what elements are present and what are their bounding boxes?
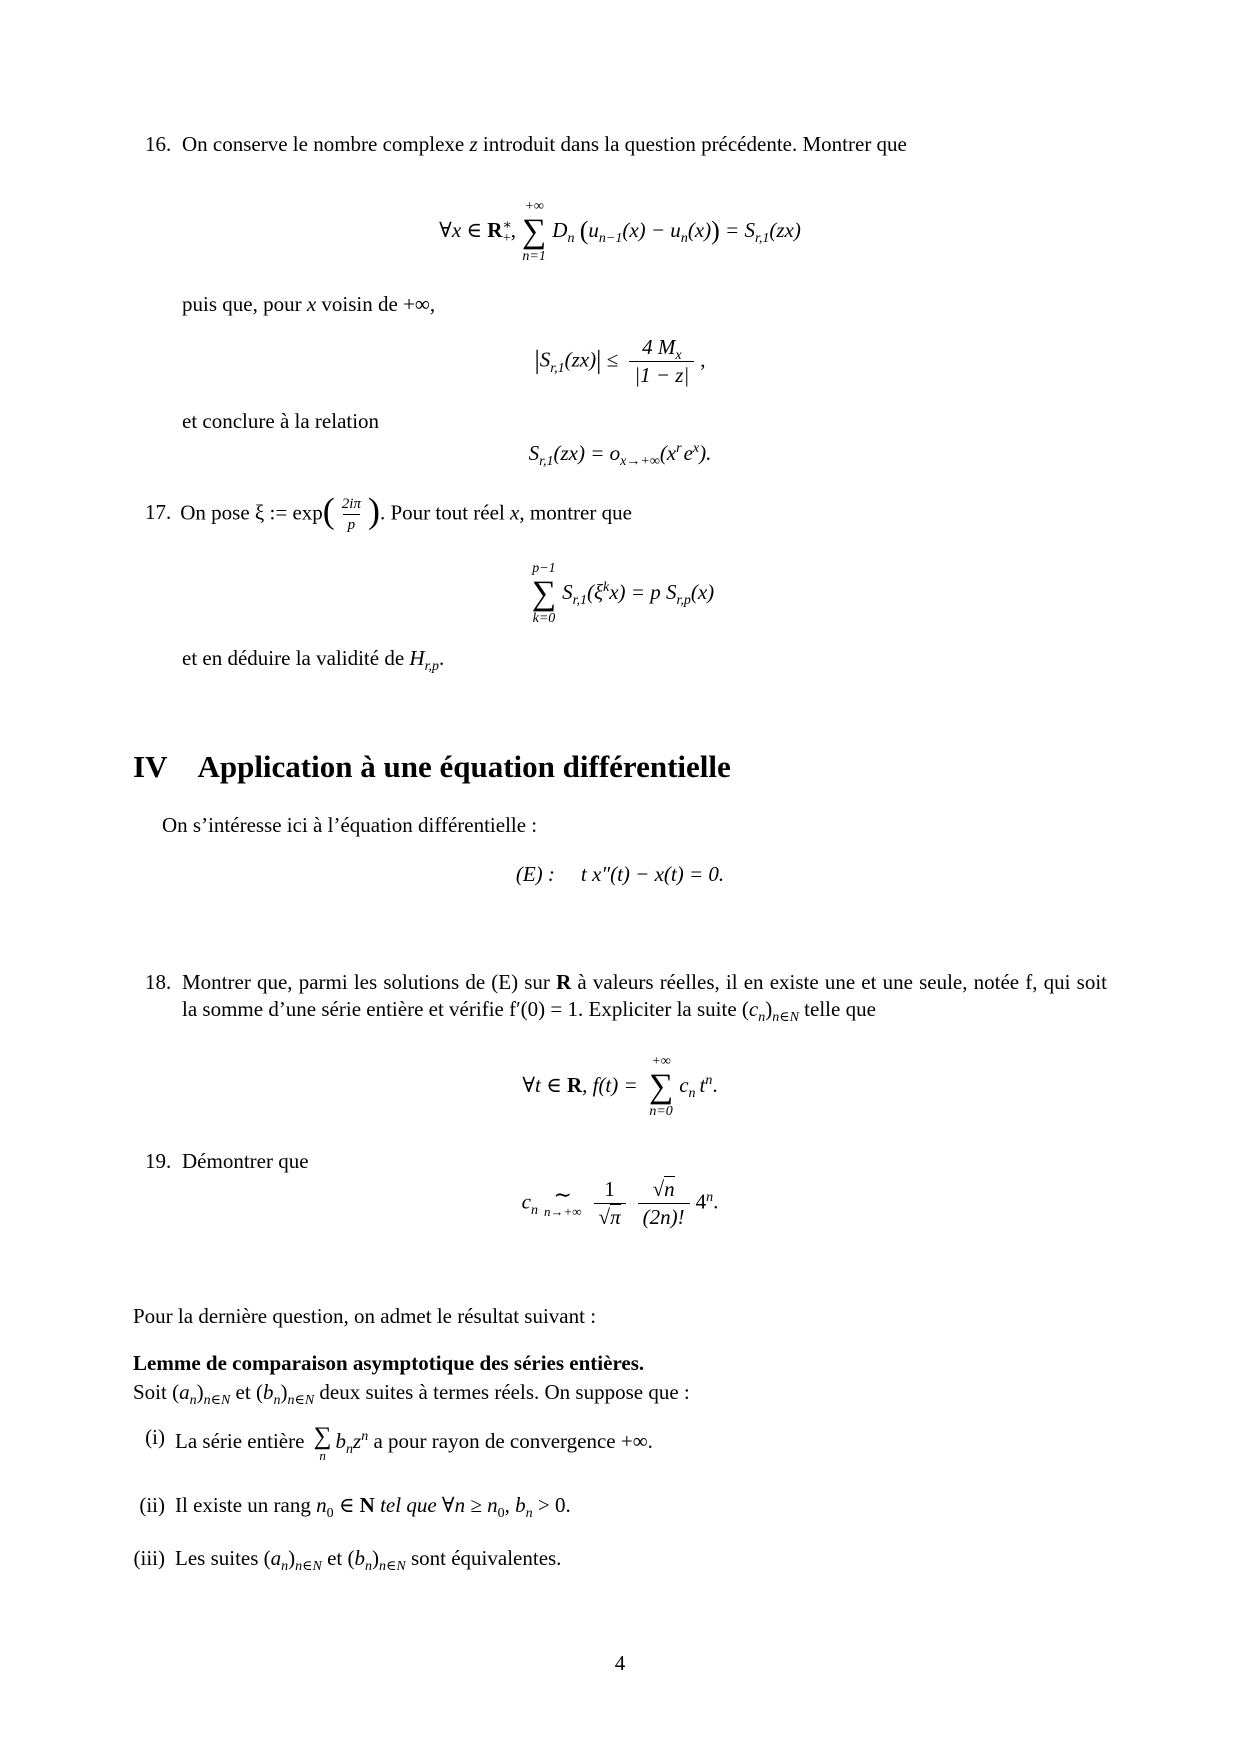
lem-iii-a1-sub: n — [281, 1559, 289, 1574]
f3-d: ). — [699, 441, 712, 465]
lem-iii-c1: b — [354, 1546, 366, 1570]
lem-ii-e: b — [515, 1493, 526, 1517]
lem-ii-c-sub: 0 — [497, 1506, 505, 1521]
f3-S-sub: r,1 — [539, 454, 554, 469]
f8-R-bold: R — [566, 1072, 583, 1097]
f2-comma: , — [700, 347, 706, 372]
q18-e: telle que — [798, 997, 876, 1021]
q18-d-sub: n∈N — [772, 1010, 799, 1025]
question-16-number: 16. — [145, 132, 172, 156]
f9-c: c — [521, 1189, 531, 1214]
lemma-title: Lemme de comparaison asymptotique des séries entières. — [133, 1351, 645, 1375]
f9-f1-den — [594, 1203, 626, 1231]
q16-continuation-2: et conclure à la relation — [182, 409, 380, 433]
section-title: Application à une équation différentielle — [197, 749, 731, 784]
lem-ii-f: > 0. — [532, 1493, 571, 1517]
q18-c: c — [748, 997, 759, 1021]
f8-sum-lower: n=0 — [649, 1104, 673, 1120]
q16-continuation-1 — [182, 291, 435, 318]
f8-t: t — [699, 1072, 706, 1097]
f1-D: D — [552, 217, 568, 242]
lemma-intro-c1-sub: n — [273, 1393, 281, 1408]
f9-sim-limit: n→+∞ — [543, 1204, 582, 1220]
equation-E — [133, 862, 1107, 887]
f9-fraction-2 — [638, 1176, 690, 1231]
lem-i-b-sub: n — [346, 1441, 353, 1457]
f9-fraction-1 — [594, 1176, 626, 1231]
q16-text-a: On conserve le nombre complexe — [182, 132, 470, 156]
lemma-item-i-label: (i) — [145, 1425, 165, 1449]
lemma-intro-e: deux suites à termes réels. On suppose que : — [314, 1380, 690, 1404]
lem-i-c-sup: n — [361, 1428, 369, 1444]
lemma-item-ii-text — [175, 1492, 1107, 1522]
f1-right-paren: ) — [711, 215, 720, 245]
f1-R-bold: R — [487, 217, 503, 242]
lem-iii-a1: a — [270, 1546, 282, 1570]
q18-R-bold: R — [556, 970, 572, 994]
q17-text-b1: . Pour tout réel — [379, 500, 511, 525]
f9-f2-den: (2n)! — [638, 1203, 690, 1231]
equation-roots-of-unity-sum — [133, 561, 1107, 627]
f1-forall: ∀x ∈ — [439, 217, 488, 242]
f1-left-paren: ( — [579, 215, 589, 245]
lem-i-d: a pour rayon de convergence +∞. — [368, 1428, 653, 1453]
lemma-intro-b-sub: n∈N — [203, 1393, 231, 1408]
f1-u2-sub: n — [680, 230, 688, 246]
f5-b: x) = p S — [609, 579, 677, 604]
f8-t-sup: n — [705, 1072, 713, 1088]
f3-S: S — [528, 441, 540, 465]
q17-end-a: et en déduire la validité de — [182, 646, 410, 670]
q17-text-b2: , montrer que — [519, 500, 632, 525]
q17-right-paren: ) — [367, 490, 380, 531]
f5-sum-upper: p−1 — [532, 561, 556, 576]
lem-iii-d-sub: n∈N — [379, 1559, 406, 1574]
sqrt-icon: √ — [652, 1177, 665, 1201]
f9-dot: . — [713, 1189, 719, 1214]
q17-exp-fraction — [337, 494, 366, 535]
lem-i-a: La série entière — [175, 1428, 310, 1453]
f8-sum-operator — [649, 1054, 673, 1120]
section-heading — [133, 750, 731, 784]
f2-num: 4 M — [642, 335, 676, 359]
q17-left-paren: ( — [322, 490, 335, 531]
f2-numerator — [637, 334, 686, 361]
f1-S-sub: r,1 — [754, 230, 770, 246]
lemma-intro-c1: b — [262, 1380, 274, 1404]
lemma-intro-d-sub: n∈N — [287, 1393, 315, 1408]
equation-bound — [133, 334, 1107, 389]
lemma-item-ii-label: (ii) — [139, 1493, 165, 1517]
lem-ii-d: , — [504, 1493, 516, 1517]
q17-text-a: On pose ξ := exp — [180, 500, 323, 525]
lem-iii-c: et ( — [321, 1546, 355, 1570]
lem-i-b: b — [335, 1428, 346, 1453]
f9-f1-den-pi: π — [610, 1205, 621, 1230]
f9-f1-num: 1 — [604, 1177, 615, 1201]
sigma-icon: ∑ — [648, 1068, 674, 1106]
f9-pow-sup: n — [706, 1189, 714, 1205]
q18-text-b: à valeurs réelles, il en existe une et une seule, notée f, qui soit la somme d’une série entière et vérifie f′(0) = 1. Expliciter la suite ( — [182, 970, 1108, 1021]
lem-iii-c1-sub: n — [365, 1559, 373, 1574]
lemma-intro-d: ) — [280, 1380, 288, 1404]
page-number: 4 — [614, 1651, 626, 1675]
equation-power-series — [133, 1054, 1107, 1120]
lem-iii-a: Les suites ( — [175, 1546, 271, 1570]
f5-S-sub: r,1 — [572, 592, 587, 608]
f2-fraction — [629, 334, 694, 389]
puis-b: voisin de +∞, — [316, 292, 436, 316]
f2-leq: ≤ — [601, 347, 624, 372]
equation-series-sum — [133, 199, 1107, 265]
lem-iii-b-sub: n∈N — [295, 1559, 322, 1574]
f1-u1-sub: n−1 — [598, 230, 623, 246]
f2-bar-left: | — [534, 345, 540, 375]
q18-text-a: Montrer que, parmi les solutions de (E) sur — [182, 970, 557, 994]
lem-ii-N-bold: N — [359, 1493, 375, 1517]
f1-arg: (zx) — [769, 217, 801, 242]
sqrt-icon: √ — [598, 1205, 611, 1230]
q16-text-b: introduit dans la question précédente. Montrer que — [477, 132, 907, 156]
lem-ii-b: ∈ — [333, 1493, 360, 1517]
f1-comma: , — [510, 217, 517, 242]
f2-denominator: |1 − z| — [629, 361, 694, 389]
f3-o-sub: x→+∞ — [620, 454, 660, 469]
f5-sum-lower: k=0 — [532, 611, 556, 627]
f1-R-sup: ∗ — [502, 217, 512, 233]
puis-x: x — [306, 292, 317, 316]
sigma-icon: ∑ — [522, 213, 547, 251]
f1-R-sub: + — [502, 230, 511, 246]
f9-sim-operator — [543, 1182, 582, 1220]
question-17-number: 17. — [145, 500, 172, 525]
f7-expression: t x″(t) − x(t) = 0. — [580, 862, 725, 886]
question-18-text — [182, 969, 1107, 1026]
f1-sum-lower: n=1 — [522, 249, 546, 265]
q17-end-H-sub: r,p — [424, 659, 439, 674]
f8-forall: ∀t ∈ — [522, 1072, 567, 1097]
f8-c: c — [679, 1072, 689, 1097]
f8-dot: . — [712, 1072, 718, 1097]
lem-ii-e-sub: n — [525, 1506, 533, 1521]
q17-end-dot: . — [438, 646, 445, 670]
lemma-item-i — [133, 1424, 1107, 1462]
question-16-text — [182, 131, 1107, 158]
q18-c-sub: n — [758, 1010, 766, 1025]
f5-sum-operator — [532, 561, 556, 627]
question-19-number: 19. — [145, 1149, 172, 1173]
puis-a: puis que, pour — [182, 292, 307, 316]
question-17 — [145, 490, 1107, 535]
lem-iii-e: sont équivalentes. — [405, 1546, 562, 1570]
tilde-operator-icon: ∼ — [553, 1182, 572, 1208]
section-number: IV — [133, 749, 168, 784]
q17-frac-den: p — [343, 514, 361, 535]
q17-end-H: H — [409, 646, 425, 670]
f9-pow-base: 4 — [695, 1189, 707, 1214]
f5-S: S — [562, 579, 573, 604]
f5-a-sup: k — [602, 579, 610, 595]
f1-u1: u — [588, 217, 599, 242]
f2-num-sub: x — [675, 348, 682, 363]
lemma-intro-b: ) — [196, 1380, 204, 1404]
f1-sum-upper: +∞ — [524, 199, 544, 214]
question-18 — [145, 969, 1107, 1026]
f2-arg: (zx) — [564, 347, 597, 372]
lemma-item-iii — [133, 1545, 1107, 1575]
f9-f2-num — [648, 1176, 680, 1203]
f8-sum-upper: +∞ — [651, 1054, 671, 1069]
section-intro: On s’intéresse ici à l’équation différentielle : — [162, 813, 538, 837]
lem-i-sum-lower: n — [319, 1448, 326, 1463]
equation-asymptotic — [133, 1176, 1107, 1231]
f3-b-sup: r — [676, 441, 682, 456]
f5-c: (x) — [690, 579, 715, 604]
lem-ii-a: Il existe un rang — [175, 1493, 317, 1517]
f8-b: , f(t) = — [582, 1072, 643, 1097]
lemma-intro-a1-sub: n — [189, 1393, 197, 1408]
f3-b: (x — [659, 441, 677, 465]
admitted-result-intro: Pour la dernière question, on admet le résultat suivant : — [133, 1304, 597, 1328]
f8-c-sub: n — [688, 1085, 696, 1101]
q17-var-x: x — [510, 500, 520, 525]
f2-S: S — [539, 347, 551, 372]
lem-ii-c: tel que ∀n ≥ n — [374, 1493, 498, 1517]
question-16 — [145, 131, 1107, 158]
f5-a: (ξ — [586, 579, 603, 604]
lemma-item-i-text — [175, 1424, 1107, 1462]
f9-c-sub: n — [530, 1202, 538, 1218]
f1-mid: (x) − u — [622, 217, 681, 242]
question-19-text: Démontrer que — [182, 1149, 309, 1173]
f1-eq-S: = S — [719, 217, 755, 242]
q16-var-z: z — [469, 132, 478, 156]
q18-d: ) — [765, 997, 773, 1021]
question-19 — [145, 1148, 1107, 1175]
f3-c-sup: x — [692, 441, 700, 456]
f5-b-sub: r,p — [676, 592, 691, 608]
lemma-item-ii — [133, 1492, 1107, 1522]
f1-tail: (x) — [687, 217, 712, 242]
q17-frac-num: 2iπ — [341, 496, 361, 512]
f3-a: (zx) = o — [553, 441, 621, 465]
f1-sum-operator — [522, 199, 546, 265]
lemma-intro-a: Soit ( — [133, 1380, 180, 1404]
f3-c: e — [683, 441, 693, 465]
f2-bar-right: | — [596, 345, 602, 375]
question-18-number: 18. — [145, 970, 172, 994]
lemma-item-iii-text — [175, 1545, 1107, 1575]
lemma-intro-c: et ( — [230, 1380, 263, 1404]
sigma-icon: ∑ — [531, 575, 557, 613]
lem-ii-v1-sub: 0 — [326, 1506, 334, 1521]
equation-little-o — [133, 441, 1107, 469]
f2-S-sub: r,1 — [550, 360, 565, 376]
lem-iii-b: ) — [288, 1546, 296, 1570]
q17-conclusion — [182, 645, 444, 675]
lemma-item-iii-label: (iii) — [133, 1546, 165, 1570]
f1-D-sub: n — [567, 230, 575, 246]
sigma-icon: ∑ — [313, 1423, 332, 1450]
lemma-intro-a1: a — [179, 1380, 190, 1404]
lemma-intro — [133, 1379, 690, 1409]
f7-label: (E) : — [515, 862, 555, 886]
lem-ii-v1: n — [316, 1493, 327, 1517]
f9-f2-num-n: n — [664, 1177, 675, 1201]
lem-i-c: z — [353, 1428, 362, 1453]
lem-i-sum-operator — [314, 1424, 332, 1462]
lem-iii-d: ) — [372, 1546, 380, 1570]
